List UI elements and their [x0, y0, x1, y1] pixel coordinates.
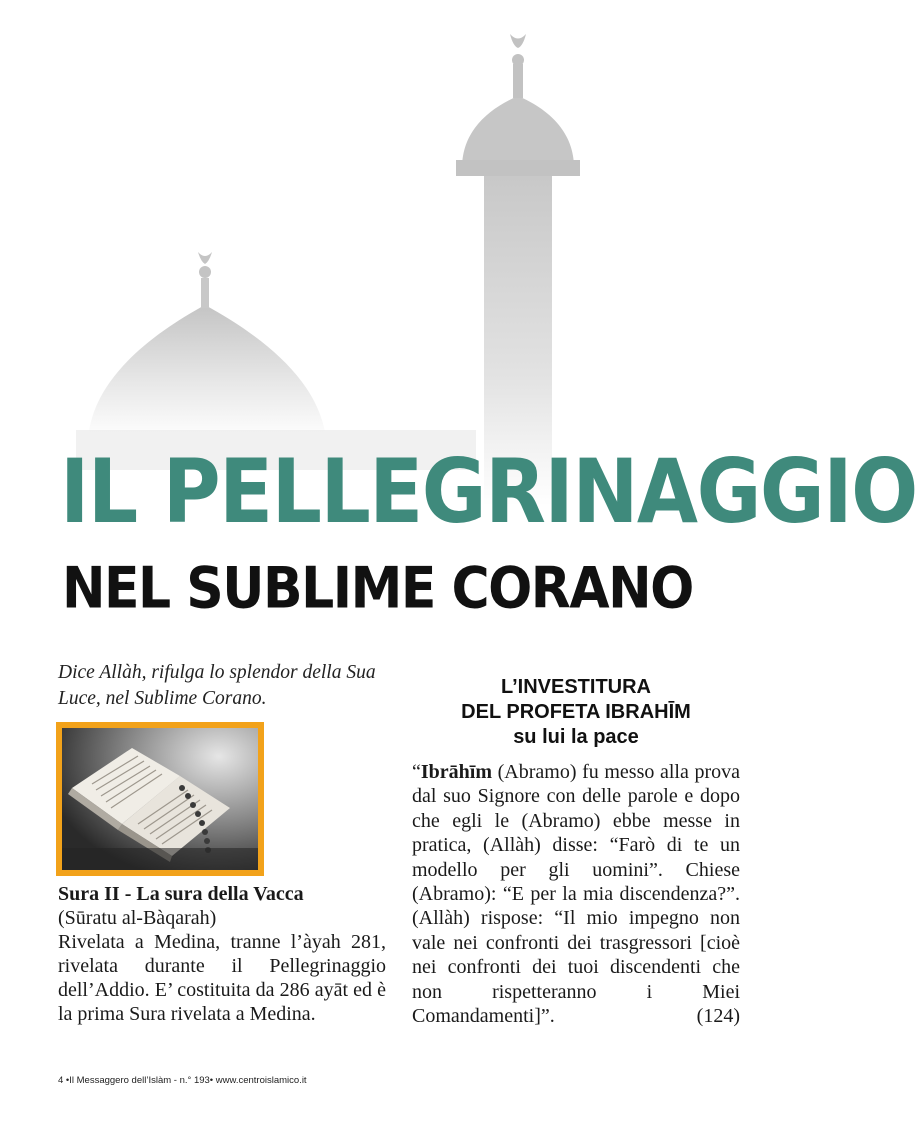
sura-title: Sura II - La sura della Vacca: [58, 883, 304, 905]
intro-text: Dice Allàh, rifulga lo splendor della Sua Luce, nel Sublime Corano.: [58, 662, 376, 709]
section-title: [412, 675, 740, 750]
verse-text: [412, 760, 740, 1028]
section-title-line-3: su lui la pace: [513, 726, 639, 748]
sura-arabic-name: (Sūratu al-Bàqarah): [58, 907, 217, 929]
quran-photo-frame: [56, 722, 264, 876]
section-title-line-2: DEL PROFETA IBRAHĪM: [461, 701, 691, 723]
left-column: [58, 882, 386, 1026]
page-title: IL PELLEGRINAGGIO: [60, 440, 917, 544]
page-footer: 4 •Il Messaggero dell’Islàm - n.° 193• www.centroislamico.it: [58, 1075, 307, 1086]
section-title-line-1: L’INVESTITURA: [500, 676, 651, 698]
verse-body: (Abramo) fu messo alla prova dal suo Signore con delle parole e dopo che egli le (Abramo) ebbe messe in pratica, (Allàh) disse: “Farò di te un modello per gli uomini”. Chiese (Abramo): “E per la mia discendenza?”. (Allàh) rispose: “Il mio impegno non vale nei confronti dei trasgressori [cioè nei confronti dei tuoi discendenti che non rispetteranno i Miei Comandamenti]”. (124): [412, 761, 740, 1028]
quote-open: “: [412, 761, 421, 783]
page-subtitle: NEL SUBLIME CORANO: [62, 555, 693, 622]
open-quran-photo: [62, 728, 258, 870]
prophet-name: Ibrāhīm: [420, 761, 493, 783]
sura-description: Rivelata a Medina, tranne l’àyah 281, rivelata durante il Pellegrinaggio dell’Addio. E’ costituita da 286 ayāt ed è la prima Sura rivelata a Medina.: [58, 931, 386, 1025]
dome: [88, 252, 326, 440]
